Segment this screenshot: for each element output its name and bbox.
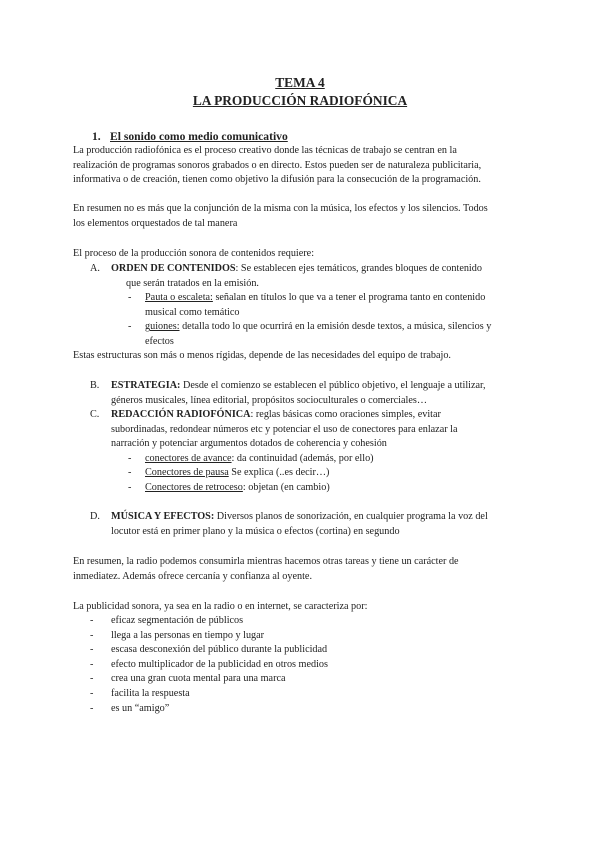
sub-text-line2: efectos [145, 335, 174, 347]
sub-item-guiones [129, 320, 543, 349]
sub-text: detalla todo lo que ocurrirá en la emisión desde textos, a música, silencios y [179, 321, 492, 333]
list-term: REDACCIÓN RADIOFÓNICA [111, 409, 251, 420]
list-text-line2: géneros musicales, línea editorial, propósitos socioculturales o comerciales… [111, 394, 428, 406]
paragraph-line: realización de programas sonoros grabados o en directo. Estos pueden ser de naturaleza publicitaria, [73, 159, 482, 171]
list-item-text: facilita la respuesta [111, 687, 190, 699]
list-text: Diversos planos de sonorización, en cualquier programa la voz del [214, 511, 488, 522]
advertising-list [73, 614, 533, 716]
list-item-text: escasa desconexión del público durante la publicidad [111, 644, 328, 656]
sub-item-retroceso [129, 481, 543, 496]
paragraph-process [73, 247, 533, 262]
sub-text: señalan en títulos lo que va a tener el programa tanto en contenido [212, 292, 486, 304]
list-item-a [73, 262, 543, 350]
list-item-b [73, 379, 543, 408]
dash-bullet: - [90, 702, 94, 714]
list-item-c [73, 408, 543, 496]
list-item [73, 614, 533, 629]
list-item [73, 629, 533, 644]
paragraph-line: inmediatez. Además ofrece cercanía y confianza al oyente. [73, 570, 312, 582]
list-item-d [73, 510, 543, 539]
paragraph-intro [73, 144, 533, 188]
paragraph-line: En resumen, la radio podemos consumirla mientras hacemos otras tareas y tiene un carácter de [73, 556, 459, 567]
dash-bullet: - [90, 615, 94, 626]
paragraph-structures [73, 349, 533, 364]
list-text: : Se establecen ejes temáticos, grandes bloques de contenido [235, 263, 482, 274]
paragraph-line: En resumen no es más que la conjunción de la misma con la música, los efectos y los silencios. Todos [73, 203, 488, 214]
list-label: B. [90, 380, 100, 391]
paragraph-line: La producción radiofónica es el proceso creativo donde las técnicas de trabajo se centran en la [73, 145, 457, 156]
sub-text: Se explica (..es decir…) [228, 467, 330, 479]
list-text: Desde el comienzo se establecen el público objetivo, el lenguaje a utilizar, [180, 380, 486, 391]
dash-bullet: - [90, 673, 94, 685]
dash-bullet: - [128, 452, 132, 464]
paragraph-line: los elementos orquestados de tal manera [73, 217, 238, 229]
paragraph-summary [73, 202, 533, 231]
list-item-text: crea una gran cuota mental para una marca [111, 673, 286, 685]
list-item [73, 643, 533, 658]
dash-bullet: - [128, 481, 132, 493]
list-item-text: es un “amigo” [111, 702, 170, 714]
dash-bullet: - [90, 658, 94, 670]
list-term: MÚSICA Y EFECTOS: [111, 511, 215, 522]
list-item [73, 687, 533, 702]
paragraph-advertising [73, 600, 533, 615]
list-item-text: eficaz segmentación de públicos [111, 615, 244, 626]
sub-term: Conectores de pausa [145, 467, 229, 479]
document-title-line2: LA PRODUCCIÓN RADIOFÓNICA [192, 93, 408, 108]
list-label: C. [90, 409, 100, 420]
sub-text: : objetan (en cambio) [242, 481, 330, 493]
sub-term: conectores de avance [145, 452, 232, 464]
list-text: : reglas básicas como oraciones simples, evitar [250, 409, 441, 420]
list-text-line2: que serán tratados en la emisión. [126, 277, 259, 289]
list-item-text: llega a las personas en tiempo y lugar [111, 629, 265, 641]
list-term: ESTRATEGIA: [111, 380, 181, 391]
section-number: 1. [92, 130, 101, 143]
list-item [73, 658, 533, 673]
document-title-line1: TEMA 4 [275, 75, 325, 90]
list-term: ORDEN DE CONTENIDOS [111, 263, 236, 274]
paragraph-line: informativa o de creación, tienen como objetivo la difusión para la consecución de la programación. [73, 174, 481, 186]
list-item [73, 702, 533, 717]
sub-term: Conectores de retroceso [145, 481, 243, 493]
list-text-line3: narración y potenciar argumentos dotados de coherencia y cohesión [111, 438, 387, 450]
dash-bullet: - [90, 687, 94, 699]
list-text-line2: locutor está en primer plano y la música o efectos (cortina) en segundo [111, 525, 400, 537]
sub-term: guiones: [145, 321, 180, 333]
sub-item-pauta [129, 291, 543, 320]
paragraph-line: Estas estructuras son más o menos rígidas, depende de las necesidades del equipo de trabajo. [73, 350, 451, 361]
sub-term: Pauta o escaleta: [145, 292, 213, 304]
list-item-text: efecto multiplicador de la publicidad en otros medios [111, 658, 328, 670]
sub-text: : da continuidad (además, por ello) [231, 452, 374, 464]
list-item [73, 672, 533, 687]
dash-bullet: - [128, 321, 132, 333]
paragraph-radio [73, 555, 533, 584]
sub-item-avance [129, 452, 543, 467]
sub-text-line2: musical como temático [145, 306, 240, 318]
dash-bullet: - [128, 467, 132, 479]
section-heading [92, 130, 288, 145]
paragraph-line: La publicidad sonora, ya sea en la radio o en internet, se caracteriza por: [73, 601, 368, 612]
sub-item-pausa [129, 466, 543, 481]
list-label: A. [90, 263, 100, 274]
list-text-line2: subordinadas, redondear números etc y potenciar el uso de conectores para enlazar la [111, 423, 458, 435]
dash-bullet: - [90, 644, 94, 656]
paragraph-line: El proceso de la producción sonora de contenidos requiere: [73, 248, 315, 259]
list-label: D. [90, 511, 100, 522]
section-title: El sonido como medio comunicativo [110, 130, 288, 143]
dash-bullet: - [128, 292, 132, 304]
dash-bullet: - [90, 629, 94, 641]
